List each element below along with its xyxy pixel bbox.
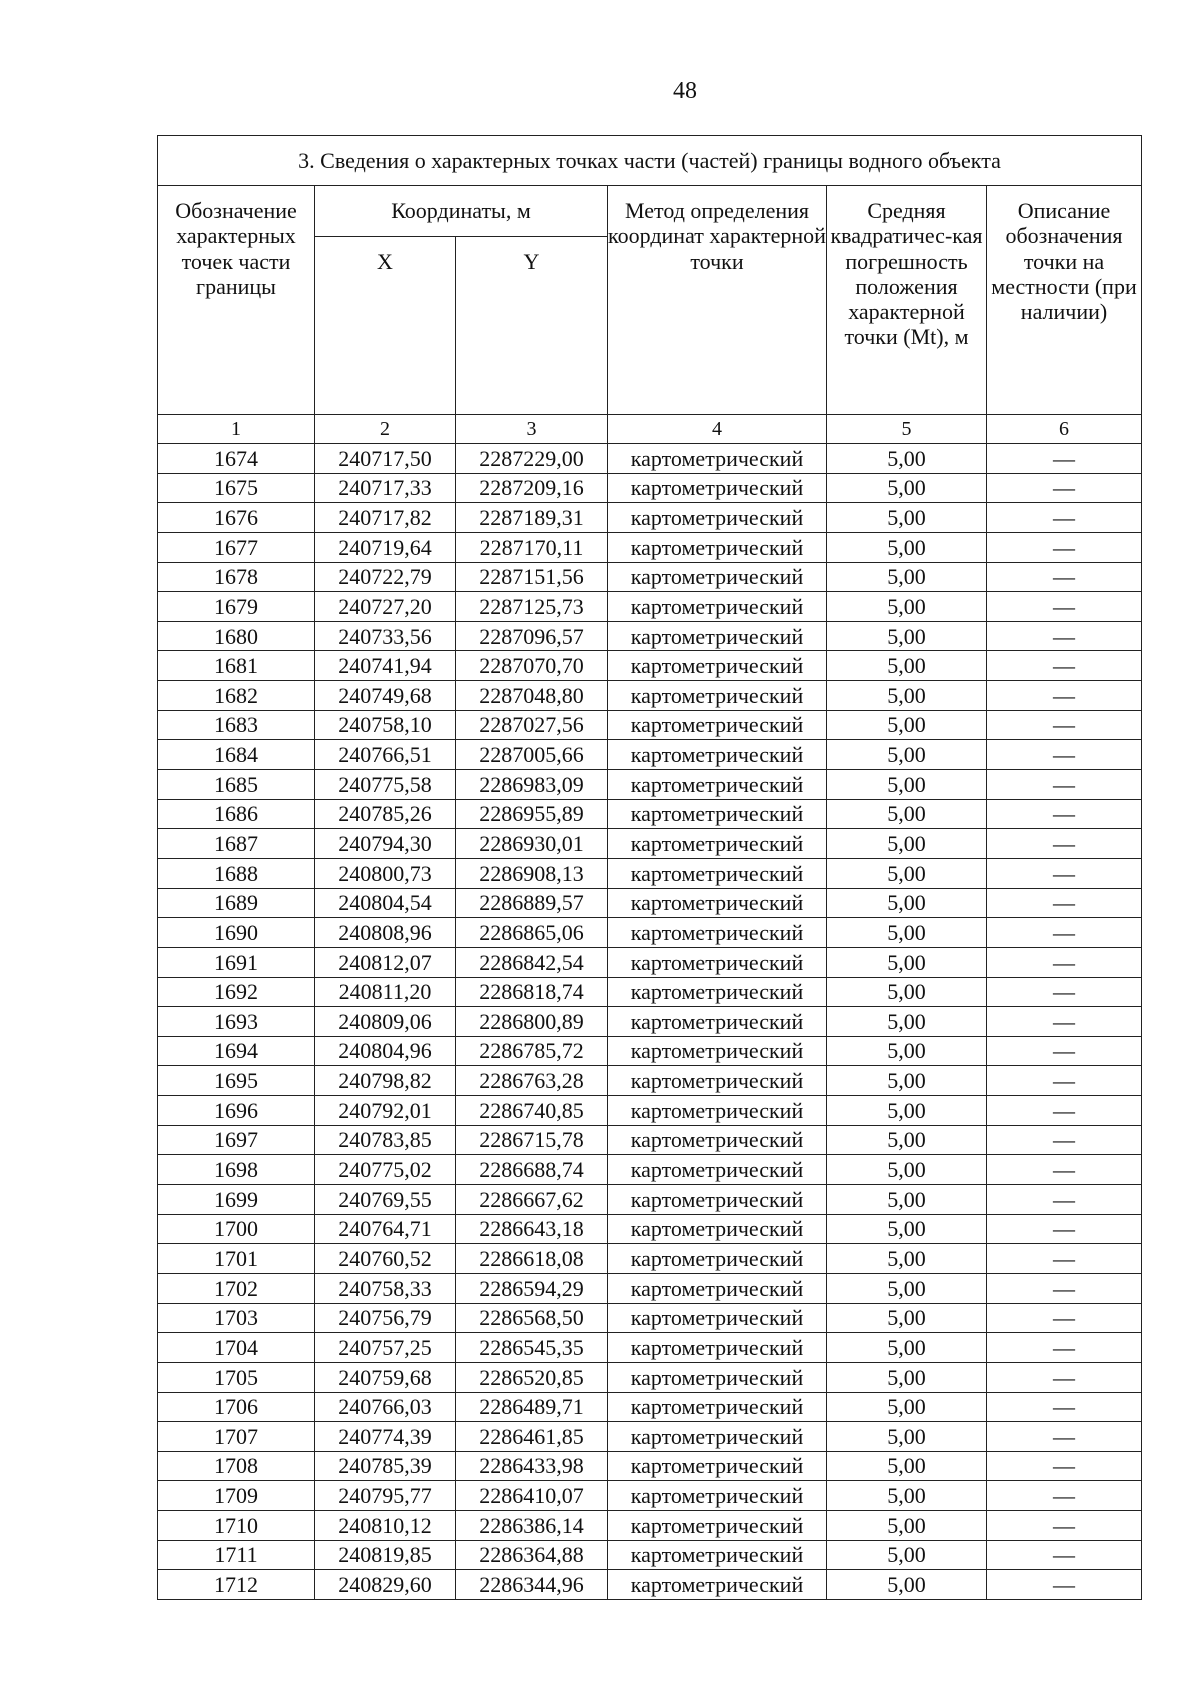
x-coordinate-cell: 240769,55: [315, 1185, 456, 1215]
table-row: [158, 1214, 1142, 1244]
method-cell: картометрический: [608, 888, 827, 918]
point-cell: 1691: [158, 947, 315, 977]
x-coordinate-cell: 240800,73: [315, 858, 456, 888]
x-coordinate-cell: 240764,71: [315, 1214, 456, 1244]
description-cell: —: [987, 1096, 1142, 1126]
x-coordinate-cell: 240809,06: [315, 1007, 456, 1037]
description-cell: —: [987, 1125, 1142, 1155]
table-row: [158, 1540, 1142, 1570]
header-description: Описание обозначения точки на местности (при наличии): [987, 186, 1142, 415]
method-cell: картометрический: [608, 1155, 827, 1185]
point-cell: 1712: [158, 1570, 315, 1600]
error-cell: 5,00: [827, 1007, 987, 1037]
description-cell: —: [987, 977, 1142, 1007]
description-cell: —: [987, 858, 1142, 888]
error-cell: 5,00: [827, 651, 987, 681]
y-coordinate-cell: 2286364,88: [456, 1540, 608, 1570]
error-cell: 5,00: [827, 858, 987, 888]
y-coordinate-cell: 2286983,09: [456, 770, 608, 800]
table-row: [158, 1511, 1142, 1541]
table-row: [158, 1362, 1142, 1392]
description-cell: —: [987, 1303, 1142, 1333]
method-cell: картометрический: [608, 681, 827, 711]
table-row: [158, 592, 1142, 622]
point-cell: 1680: [158, 621, 315, 651]
table-row: [158, 1392, 1142, 1422]
method-cell: картометрический: [608, 1333, 827, 1363]
x-coordinate-cell: 240811,20: [315, 977, 456, 1007]
method-cell: картометрический: [608, 1540, 827, 1570]
error-cell: 5,00: [827, 888, 987, 918]
y-coordinate-cell: 2286740,85: [456, 1096, 608, 1126]
table-row: [158, 770, 1142, 800]
point-cell: 1692: [158, 977, 315, 1007]
table-row: [158, 1244, 1142, 1274]
error-cell: 5,00: [827, 1214, 987, 1244]
point-cell: 1686: [158, 799, 315, 829]
description-cell: —: [987, 1451, 1142, 1481]
table-row: [158, 503, 1142, 533]
header-x: X: [315, 237, 456, 415]
column-number: 1: [158, 415, 315, 444]
method-cell: картометрический: [608, 1066, 827, 1096]
x-coordinate-cell: 240727,20: [315, 592, 456, 622]
y-coordinate-cell: 2286889,57: [456, 888, 608, 918]
description-cell: —: [987, 1511, 1142, 1541]
table-row: [158, 1422, 1142, 1452]
error-cell: 5,00: [827, 473, 987, 503]
boundary-points-table: [157, 135, 1142, 1600]
error-cell: 5,00: [827, 503, 987, 533]
x-coordinate-cell: 240749,68: [315, 681, 456, 711]
error-cell: 5,00: [827, 1570, 987, 1600]
error-cell: 5,00: [827, 1422, 987, 1452]
x-coordinate-cell: 240759,68: [315, 1362, 456, 1392]
error-cell: 5,00: [827, 1036, 987, 1066]
point-cell: 1704: [158, 1333, 315, 1363]
table-row: [158, 1570, 1142, 1600]
error-cell: 5,00: [827, 1511, 987, 1541]
y-coordinate-cell: 2287209,16: [456, 473, 608, 503]
error-cell: 5,00: [827, 681, 987, 711]
y-coordinate-cell: 2286410,07: [456, 1481, 608, 1511]
x-coordinate-cell: 240766,51: [315, 740, 456, 770]
table-row: [158, 532, 1142, 562]
error-cell: 5,00: [827, 1481, 987, 1511]
description-cell: —: [987, 1273, 1142, 1303]
table-row: [158, 799, 1142, 829]
table-row: [158, 858, 1142, 888]
y-coordinate-cell: 2286386,14: [456, 1511, 608, 1541]
description-cell: —: [987, 918, 1142, 948]
header-y: Y: [456, 237, 608, 415]
point-cell: 1698: [158, 1155, 315, 1185]
column-number: 5: [827, 415, 987, 444]
table-row: [158, 621, 1142, 651]
table-row: [158, 1155, 1142, 1185]
method-cell: картометрический: [608, 532, 827, 562]
error-cell: 5,00: [827, 1125, 987, 1155]
section-title: 3. Сведения о характерных точках части (частей) границы водного объекта: [158, 136, 1142, 186]
method-cell: картометрический: [608, 977, 827, 1007]
description-cell: —: [987, 1481, 1142, 1511]
y-coordinate-cell: 2286568,50: [456, 1303, 608, 1333]
error-cell: 5,00: [827, 1155, 987, 1185]
method-cell: картометрический: [608, 444, 827, 474]
description-cell: —: [987, 947, 1142, 977]
method-cell: картометрический: [608, 1125, 827, 1155]
table-row: [158, 562, 1142, 592]
x-coordinate-cell: 240758,33: [315, 1273, 456, 1303]
y-coordinate-cell: 2286344,96: [456, 1570, 608, 1600]
method-cell: картометрический: [608, 1481, 827, 1511]
error-cell: 5,00: [827, 621, 987, 651]
description-cell: —: [987, 1185, 1142, 1215]
method-cell: картометрический: [608, 740, 827, 770]
point-cell: 1696: [158, 1096, 315, 1126]
point-cell: 1687: [158, 829, 315, 859]
point-cell: 1710: [158, 1511, 315, 1541]
table-row: [158, 1303, 1142, 1333]
description-cell: —: [987, 503, 1142, 533]
description-cell: —: [987, 532, 1142, 562]
column-number: 6: [987, 415, 1142, 444]
y-coordinate-cell: 2286785,72: [456, 1036, 608, 1066]
description-cell: —: [987, 1007, 1142, 1037]
description-cell: —: [987, 1214, 1142, 1244]
table-row: [158, 473, 1142, 503]
point-cell: 1676: [158, 503, 315, 533]
point-cell: 1679: [158, 592, 315, 622]
description-cell: —: [987, 829, 1142, 859]
y-coordinate-cell: 2286715,78: [456, 1125, 608, 1155]
table-row: [158, 1273, 1142, 1303]
point-cell: 1682: [158, 681, 315, 711]
y-coordinate-cell: 2286908,13: [456, 858, 608, 888]
error-cell: 5,00: [827, 1244, 987, 1274]
point-cell: 1708: [158, 1451, 315, 1481]
error-cell: 5,00: [827, 592, 987, 622]
y-coordinate-cell: 2286763,28: [456, 1066, 608, 1096]
method-cell: картометрический: [608, 829, 827, 859]
error-cell: 5,00: [827, 947, 987, 977]
y-coordinate-cell: 2287189,31: [456, 503, 608, 533]
y-coordinate-cell: 2287125,73: [456, 592, 608, 622]
y-coordinate-cell: 2286618,08: [456, 1244, 608, 1274]
point-cell: 1681: [158, 651, 315, 681]
x-coordinate-cell: 240812,07: [315, 947, 456, 977]
method-cell: картометрический: [608, 1392, 827, 1422]
method-cell: картометрический: [608, 1096, 827, 1126]
page-number: 48: [673, 78, 697, 104]
y-coordinate-cell: 2287151,56: [456, 562, 608, 592]
point-cell: 1683: [158, 710, 315, 740]
x-coordinate-cell: 240819,85: [315, 1540, 456, 1570]
table-row: [158, 1066, 1142, 1096]
x-coordinate-cell: 240717,82: [315, 503, 456, 533]
y-coordinate-cell: 2286688,74: [456, 1155, 608, 1185]
error-cell: 5,00: [827, 1303, 987, 1333]
y-coordinate-cell: 2286545,35: [456, 1333, 608, 1363]
description-cell: —: [987, 562, 1142, 592]
column-number: 2: [315, 415, 456, 444]
description-cell: —: [987, 770, 1142, 800]
header-error: Средняя квадратичес-кая погрешность положения характерной точки (Mt), м: [827, 186, 987, 415]
point-cell: 1689: [158, 888, 315, 918]
y-coordinate-cell: 2286489,71: [456, 1392, 608, 1422]
method-cell: картометрический: [608, 947, 827, 977]
table-row: [158, 1333, 1142, 1363]
error-cell: 5,00: [827, 740, 987, 770]
y-coordinate-cell: 2287096,57: [456, 621, 608, 651]
y-coordinate-cell: 2287005,66: [456, 740, 608, 770]
method-cell: картометрический: [608, 1036, 827, 1066]
x-coordinate-cell: 240775,02: [315, 1155, 456, 1185]
x-coordinate-cell: 240785,39: [315, 1451, 456, 1481]
x-coordinate-cell: 240792,01: [315, 1096, 456, 1126]
x-coordinate-cell: 240774,39: [315, 1422, 456, 1452]
x-coordinate-cell: 240766,03: [315, 1392, 456, 1422]
y-coordinate-cell: 2286930,01: [456, 829, 608, 859]
description-cell: —: [987, 799, 1142, 829]
x-coordinate-cell: 240785,26: [315, 799, 456, 829]
x-coordinate-cell: 240741,94: [315, 651, 456, 681]
y-coordinate-cell: 2286667,62: [456, 1185, 608, 1215]
error-cell: 5,00: [827, 1066, 987, 1096]
point-cell: 1695: [158, 1066, 315, 1096]
description-cell: —: [987, 651, 1142, 681]
x-coordinate-cell: 240717,50: [315, 444, 456, 474]
x-coordinate-cell: 240775,58: [315, 770, 456, 800]
column-number: 4: [608, 415, 827, 444]
method-cell: картометрический: [608, 562, 827, 592]
x-coordinate-cell: 240756,79: [315, 1303, 456, 1333]
x-coordinate-cell: 240810,12: [315, 1511, 456, 1541]
x-coordinate-cell: 240719,64: [315, 532, 456, 562]
point-cell: 1685: [158, 770, 315, 800]
method-cell: картометрический: [608, 770, 827, 800]
method-cell: картометрический: [608, 1422, 827, 1452]
point-cell: 1690: [158, 918, 315, 948]
table-row: [158, 1036, 1142, 1066]
error-cell: 5,00: [827, 562, 987, 592]
point-cell: 1705: [158, 1362, 315, 1392]
method-cell: картометрический: [608, 1511, 827, 1541]
point-cell: 1694: [158, 1036, 315, 1066]
point-cell: 1674: [158, 444, 315, 474]
y-coordinate-cell: 2287048,80: [456, 681, 608, 711]
y-coordinate-cell: 2286865,06: [456, 918, 608, 948]
error-cell: 5,00: [827, 1333, 987, 1363]
x-coordinate-cell: 240808,96: [315, 918, 456, 948]
description-cell: —: [987, 1362, 1142, 1392]
description-cell: —: [987, 1155, 1142, 1185]
description-cell: —: [987, 1570, 1142, 1600]
x-coordinate-cell: 240795,77: [315, 1481, 456, 1511]
method-cell: картометрический: [608, 799, 827, 829]
header-coordinates: Координаты, м: [315, 186, 608, 237]
method-cell: картометрический: [608, 1362, 827, 1392]
y-coordinate-cell: 2287170,11: [456, 532, 608, 562]
description-cell: —: [987, 1392, 1142, 1422]
method-cell: картометрический: [608, 621, 827, 651]
y-coordinate-cell: 2286643,18: [456, 1214, 608, 1244]
y-coordinate-cell: 2286433,98: [456, 1451, 608, 1481]
y-coordinate-cell: 2286842,54: [456, 947, 608, 977]
method-cell: картометрический: [608, 710, 827, 740]
description-cell: —: [987, 592, 1142, 622]
table-row: [158, 888, 1142, 918]
description-cell: —: [987, 1036, 1142, 1066]
point-cell: 1702: [158, 1273, 315, 1303]
table-row: [158, 740, 1142, 770]
table-row: [158, 1481, 1142, 1511]
point-cell: 1709: [158, 1481, 315, 1511]
error-cell: 5,00: [827, 1540, 987, 1570]
y-coordinate-cell: 2287229,00: [456, 444, 608, 474]
description-cell: —: [987, 1066, 1142, 1096]
description-cell: —: [987, 888, 1142, 918]
description-cell: —: [987, 681, 1142, 711]
point-cell: 1675: [158, 473, 315, 503]
error-cell: 5,00: [827, 532, 987, 562]
point-cell: 1701: [158, 1244, 315, 1274]
method-cell: картометрический: [608, 503, 827, 533]
method-cell: картометрический: [608, 651, 827, 681]
x-coordinate-cell: 240758,10: [315, 710, 456, 740]
error-cell: 5,00: [827, 977, 987, 1007]
error-cell: 5,00: [827, 829, 987, 859]
header-point: Обозначение характерных точек части границы: [158, 186, 315, 415]
y-coordinate-cell: 2286594,29: [456, 1273, 608, 1303]
x-coordinate-cell: 240804,54: [315, 888, 456, 918]
method-cell: картометрический: [608, 1273, 827, 1303]
description-cell: —: [987, 621, 1142, 651]
y-coordinate-cell: 2287070,70: [456, 651, 608, 681]
method-cell: картометрический: [608, 592, 827, 622]
error-cell: 5,00: [827, 1185, 987, 1215]
table-row: [158, 918, 1142, 948]
method-cell: картометрический: [608, 1451, 827, 1481]
y-coordinate-cell: 2286520,85: [456, 1362, 608, 1392]
y-coordinate-cell: 2286800,89: [456, 1007, 608, 1037]
table-body: [158, 444, 1142, 1600]
x-coordinate-cell: 240783,85: [315, 1125, 456, 1155]
description-cell: —: [987, 1244, 1142, 1274]
method-cell: картометрический: [608, 473, 827, 503]
point-cell: 1699: [158, 1185, 315, 1215]
header-method: Метод определения координат характерной точки: [608, 186, 827, 415]
x-coordinate-cell: 240733,56: [315, 621, 456, 651]
method-cell: картометрический: [608, 1303, 827, 1333]
y-coordinate-cell: 2286818,74: [456, 977, 608, 1007]
table-row: [158, 947, 1142, 977]
point-cell: 1684: [158, 740, 315, 770]
table-row: [158, 444, 1142, 474]
method-cell: картометрический: [608, 1214, 827, 1244]
x-coordinate-cell: 240717,33: [315, 473, 456, 503]
description-cell: —: [987, 1540, 1142, 1570]
error-cell: 5,00: [827, 444, 987, 474]
x-coordinate-cell: 240722,79: [315, 562, 456, 592]
point-cell: 1703: [158, 1303, 315, 1333]
error-cell: 5,00: [827, 770, 987, 800]
error-cell: 5,00: [827, 1362, 987, 1392]
table-row: [158, 1185, 1142, 1215]
y-coordinate-cell: 2287027,56: [456, 710, 608, 740]
x-coordinate-cell: 240794,30: [315, 829, 456, 859]
point-cell: 1707: [158, 1422, 315, 1452]
point-cell: 1697: [158, 1125, 315, 1155]
table-row: [158, 681, 1142, 711]
method-cell: картометрический: [608, 1007, 827, 1037]
x-coordinate-cell: 240804,96: [315, 1036, 456, 1066]
y-coordinate-cell: 2286955,89: [456, 799, 608, 829]
point-cell: 1688: [158, 858, 315, 888]
description-cell: —: [987, 1333, 1142, 1363]
error-cell: 5,00: [827, 799, 987, 829]
table-row: [158, 1096, 1142, 1126]
table-row: [158, 1125, 1142, 1155]
point-cell: 1711: [158, 1540, 315, 1570]
point-cell: 1677: [158, 532, 315, 562]
x-coordinate-cell: 240798,82: [315, 1066, 456, 1096]
description-cell: —: [987, 1422, 1142, 1452]
method-cell: картометрический: [608, 1244, 827, 1274]
error-cell: 5,00: [827, 1273, 987, 1303]
x-coordinate-cell: 240757,25: [315, 1333, 456, 1363]
x-coordinate-cell: 240760,52: [315, 1244, 456, 1274]
method-cell: картометрический: [608, 1570, 827, 1600]
description-cell: —: [987, 444, 1142, 474]
error-cell: 5,00: [827, 1451, 987, 1481]
method-cell: картометрический: [608, 858, 827, 888]
table-row: [158, 1451, 1142, 1481]
table-row: [158, 651, 1142, 681]
method-cell: картометрический: [608, 918, 827, 948]
error-cell: 5,00: [827, 918, 987, 948]
description-cell: —: [987, 740, 1142, 770]
y-coordinate-cell: 2286461,85: [456, 1422, 608, 1452]
error-cell: 5,00: [827, 1096, 987, 1126]
table-row: [158, 977, 1142, 1007]
error-cell: 5,00: [827, 1392, 987, 1422]
error-cell: 5,00: [827, 710, 987, 740]
point-cell: 1700: [158, 1214, 315, 1244]
description-cell: —: [987, 710, 1142, 740]
table-row: [158, 710, 1142, 740]
point-cell: 1693: [158, 1007, 315, 1037]
table-row: [158, 829, 1142, 859]
point-cell: 1706: [158, 1392, 315, 1422]
column-numbers-row: [158, 415, 1142, 444]
point-cell: 1678: [158, 562, 315, 592]
method-cell: картометрический: [608, 1185, 827, 1215]
description-cell: —: [987, 473, 1142, 503]
x-coordinate-cell: 240829,60: [315, 1570, 456, 1600]
column-number: 3: [456, 415, 608, 444]
table-row: [158, 1007, 1142, 1037]
